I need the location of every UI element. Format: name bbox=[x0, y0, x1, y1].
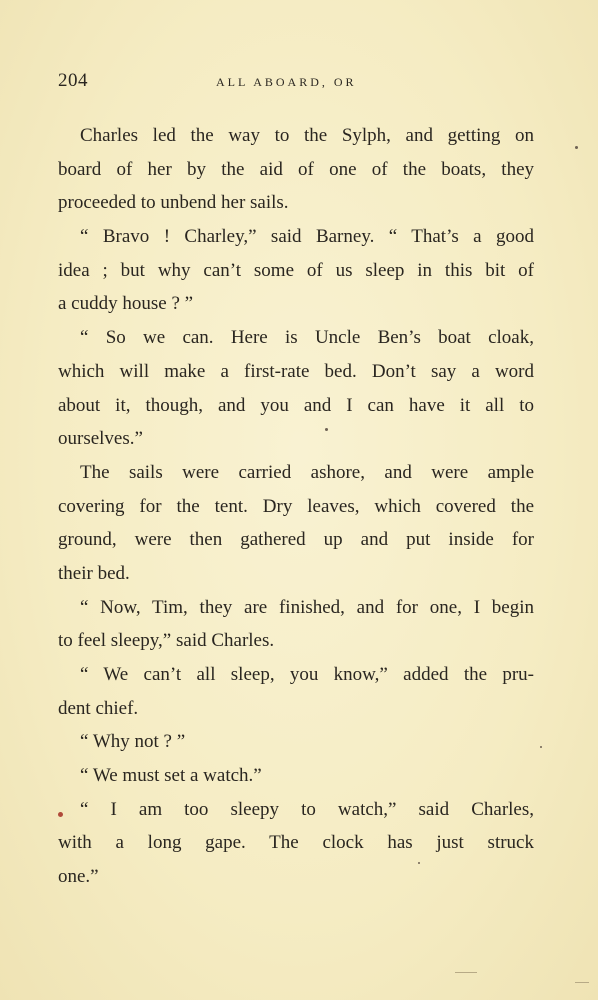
page-header bbox=[58, 70, 538, 100]
text-line: “ Why not ? ” bbox=[80, 731, 186, 753]
text-line: idea ; but why can’t some of us sleep in this bit of bbox=[58, 259, 534, 281]
text-line: “ We must set a watch.” bbox=[80, 765, 262, 787]
text-line: board of her by the aid of one of the boats, they bbox=[58, 158, 534, 180]
text-line: Charles led the way to the Sylph, and getting on bbox=[80, 125, 534, 146]
running-head: ALL ABOARD, OR bbox=[216, 75, 357, 89]
body-text bbox=[58, 119, 534, 894]
text-line: which will make a first-rate bed. Don’t say a word bbox=[58, 360, 534, 382]
text-line: The sails were carried ashore, and were ample bbox=[80, 461, 534, 483]
text-line: covering for the tent. Dry leaves, which covered the bbox=[58, 495, 534, 517]
ink-speck bbox=[575, 146, 578, 149]
text-line: “ Now, Tim, they are finished, and for one, I begin bbox=[80, 596, 534, 618]
text-line: proceeded to unbend her sails. bbox=[58, 192, 289, 214]
ink-speck bbox=[418, 862, 420, 864]
ink-speck bbox=[540, 746, 542, 748]
text-line: “ I am too sleepy to watch,” said Charles, bbox=[80, 798, 534, 820]
ink-speck bbox=[325, 428, 328, 431]
page-number: 204 bbox=[58, 70, 88, 91]
text-line: ourselves.” bbox=[58, 428, 143, 450]
text-line: “ Bravo ! Charley,” said Barney. “ That’s a good bbox=[80, 226, 534, 248]
text-line: their bed. bbox=[58, 562, 130, 584]
text-line: about it, though, and you and I can have it all to bbox=[58, 394, 534, 416]
edge-mark bbox=[455, 972, 477, 973]
edge-mark bbox=[575, 982, 589, 983]
text-line: dent chief. bbox=[58, 697, 139, 719]
text-line: one.” bbox=[58, 866, 99, 888]
text-line: to feel sleepy,” said Charles. bbox=[58, 630, 275, 652]
text-line: “ So we can. Here is Uncle Ben’s boat cloak, bbox=[80, 327, 534, 349]
text-line: with a long gape. The clock has just struck bbox=[58, 832, 534, 854]
text-line: “ We can’t all sleep, you know,” added the pru- bbox=[80, 664, 534, 685]
text-line: ground, were then gathered up and put inside for bbox=[58, 529, 534, 551]
ink-speck bbox=[58, 812, 63, 817]
text-line: a cuddy house ? ” bbox=[58, 293, 194, 315]
